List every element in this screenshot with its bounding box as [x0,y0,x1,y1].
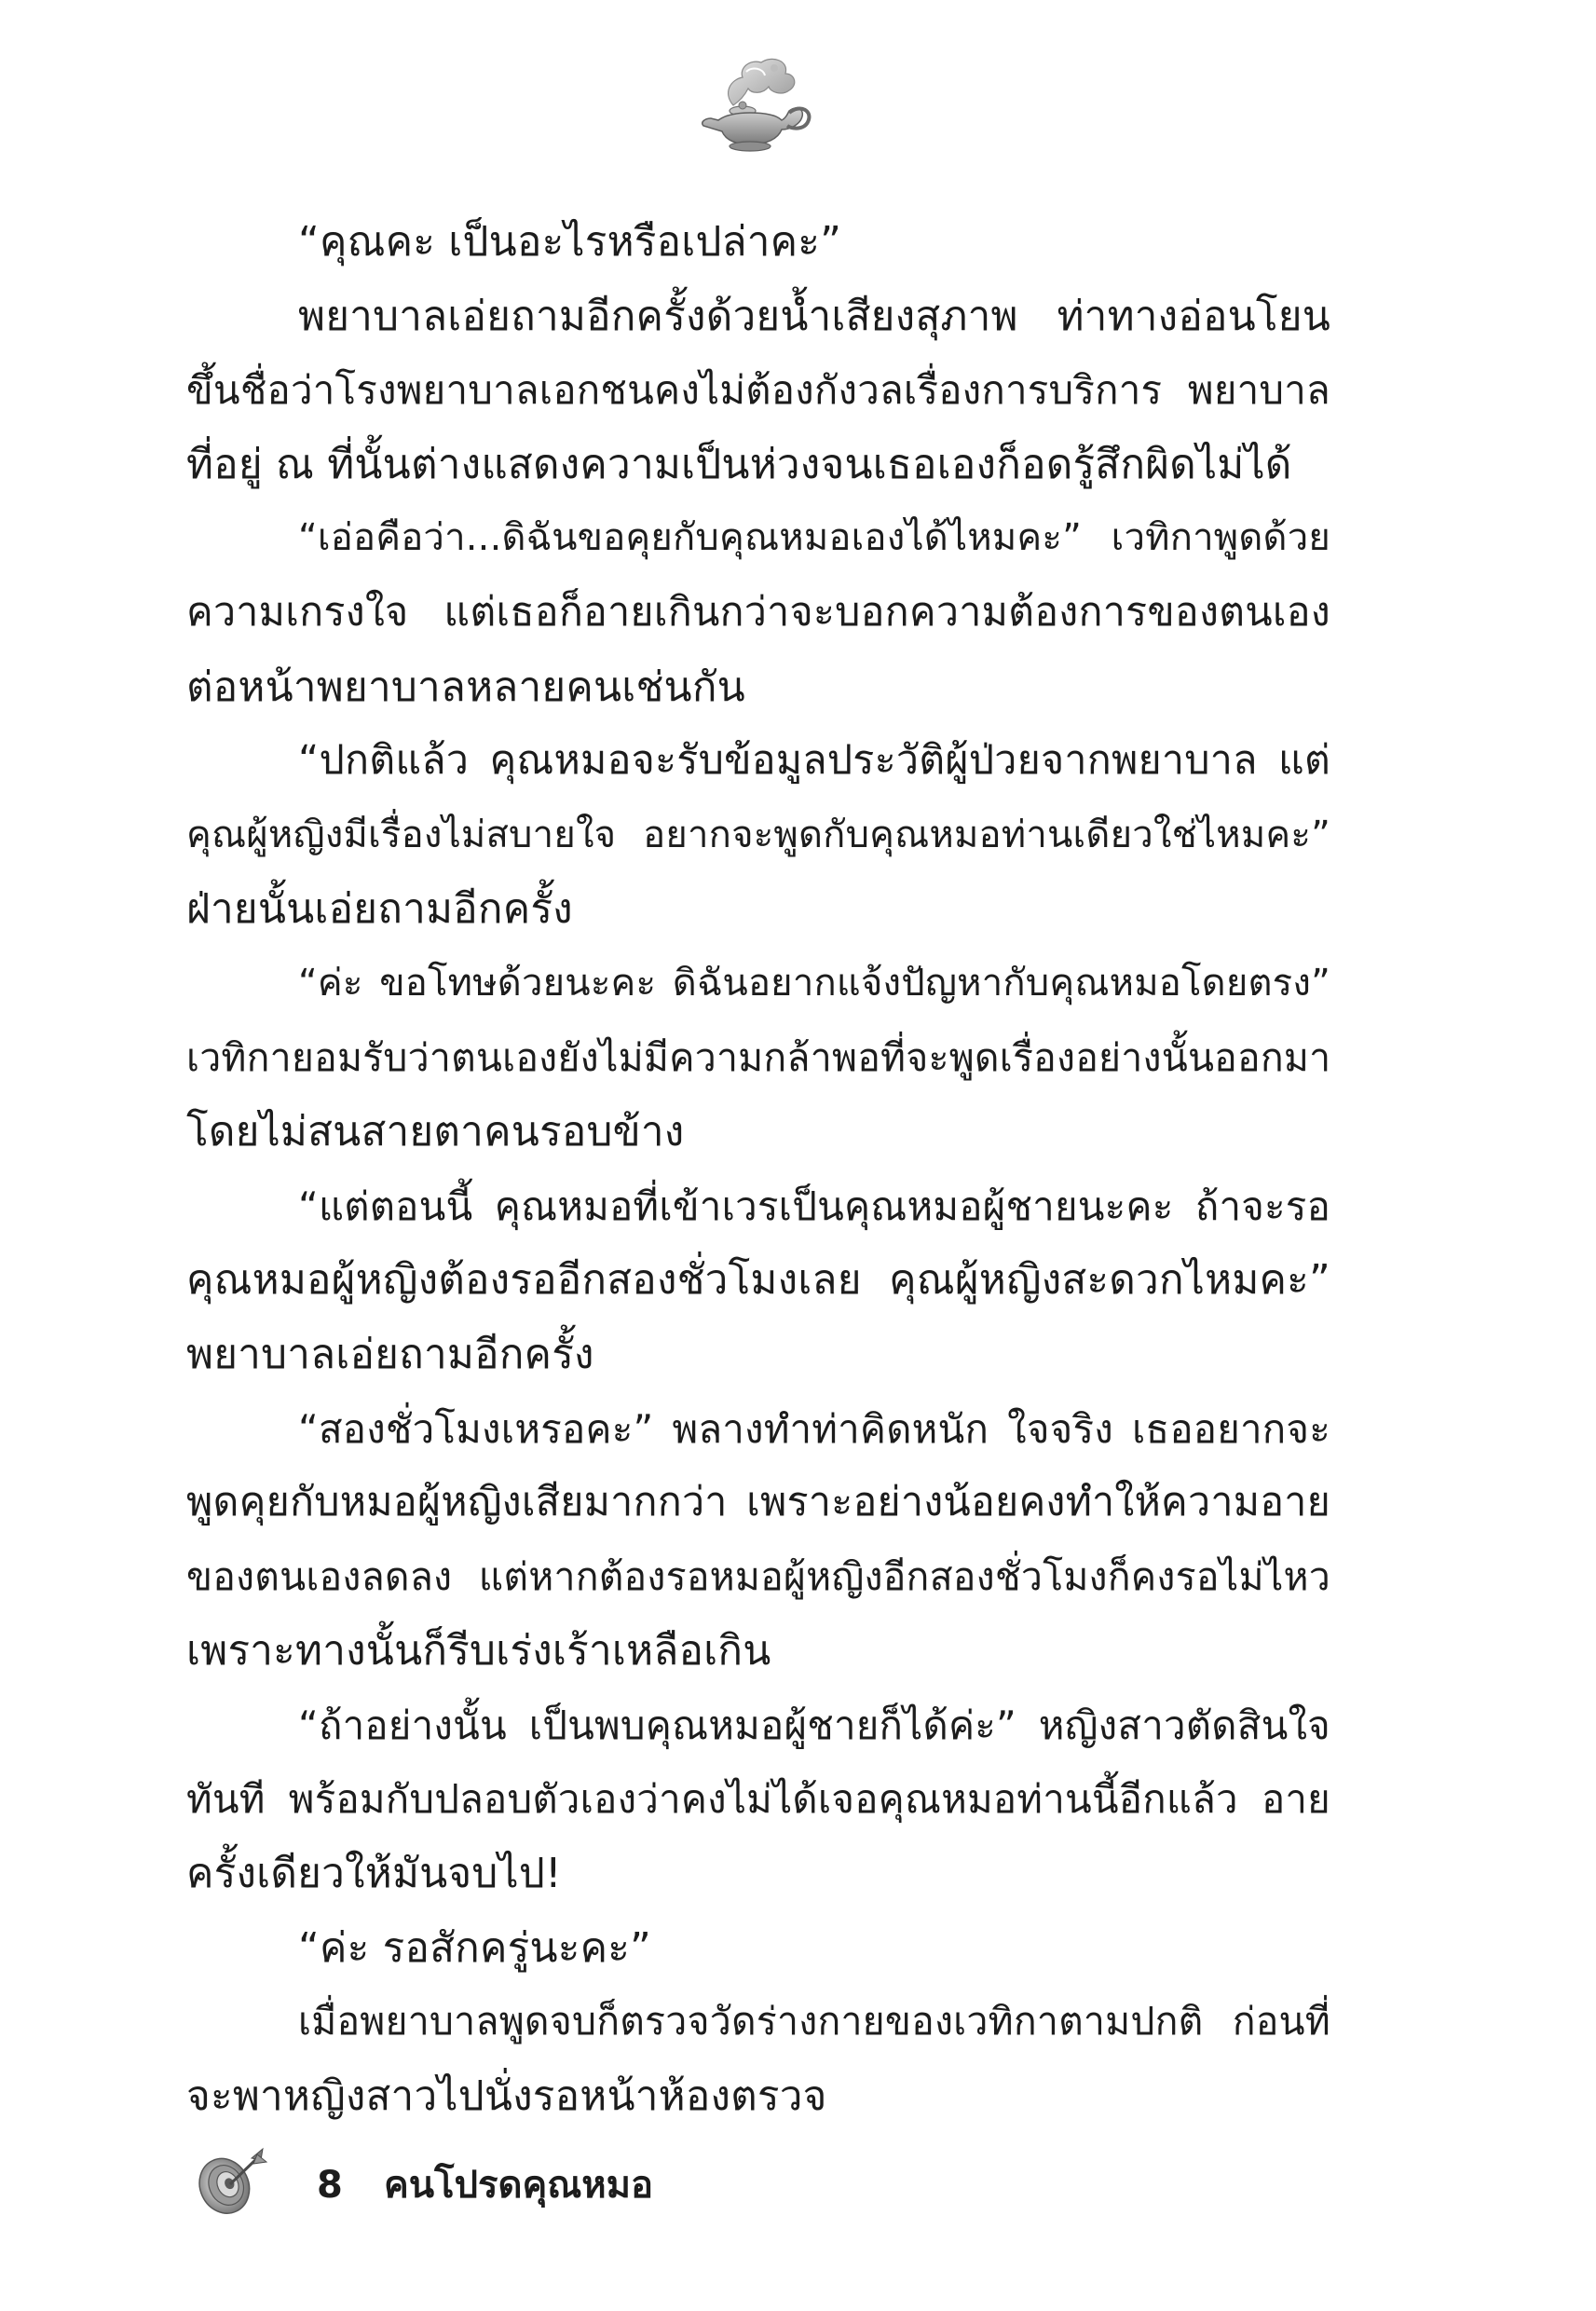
page-footer [186,2143,932,2218]
text-line: ขึ้นชื่อว่าโรงพยาบาลเอกชนคงไม่ต้องกังวลเรื่องการบริการ พยาบาล [186,367,1330,414]
text-line: ความเกรงใจ แต่เธอก็อายเกินกว่าจะบอกความต้องการของตนเอง [186,588,1330,636]
text-line: “คุณคะ เป็นอะไรหรือเปล่าคะ” [298,218,842,266]
text-line: “เอ่อคือว่า...ดิฉันขอคุยกับคุณหมอเองได้ไหมคะ” เวทิกาพูดด้วย [298,516,1330,560]
text-line: “ค่ะ ขอโทษด้วยนะคะ ดิฉันอยากแจ้งปัญหากับคุณหมอโดยตรง” [298,961,1330,1005]
text-line: ทันที พร้อมกับปลอบตัวเองว่าคงไม่ได้เจอคุณหมอท่านนี้อีกแล้ว อาย [186,1776,1330,1823]
text-line: เพราะทางนั้นก็รีบเร่งเร้าเหลือเกิน [186,1627,771,1675]
text-line: ที่อยู่ ณ ที่นั้นต่างแสดงความเป็นห่วงจนเธอเองก็อดรู้สึกผิดไม่ได้ [186,440,1292,488]
text-line: ต่อหน้าพยาบาลหลายคนเช่นกัน [186,663,745,711]
story-text [186,205,1330,2133]
page-number: 8 [317,2164,343,2207]
text-line: เวทิกายอมรับว่าตนเองยังไม่มีความกล้าพอที่จะพูดเรื่องอย่างนั้นออกมา [186,1034,1331,1080]
dartboard-icon [186,2143,270,2218]
genie-lamp-icon [685,51,825,154]
text-line: จะพาหญิงสาวไปนั่งรอหน้าห้องตรวจ [186,2072,827,2120]
text-line: เมื่อพยาบาลพูดจบก็ตรวจวัดร่างกายของเวทิกาตามปกติ ก่อนที่ [298,1999,1330,2044]
text-line: “แต่ตอนนี้ คุณหมอที่เข้าเวรเป็นคุณหมอผู้ชายนะคะ ถ้าจะรอ [298,1183,1330,1229]
book-title: คนโปรดคุณหมอ [384,2164,654,2207]
text-line: ฝ่ายนั้นเอ่ยถามอีกครั้ง [186,885,573,934]
text-line: คุณหมอผู้หญิงต้องรออีกสองชั่วโมงเลย คุณผู้หญิงสะดวกไหมคะ” [186,1256,1330,1305]
text-line: ครั้งเดียวให้มันจบไป! [186,1850,562,1898]
text-line: ของตนเองลดลง แต่หากต้องรอหมอผู้หญิงอีกสองชั่วโมงก็คงรอไม่ไหว [186,1553,1330,1599]
text-line: พยาบาลเอ่ยถามอีกครั้ง [186,1330,594,1378]
text-line: “ปกติแล้ว คุณหมอจะรับข้อมูลประวัติผู้ป่วยจากพยาบาล แต่ [298,737,1330,785]
text-line: “สองชั่วโมงเหรอคะ” พลางทำท่าคิดหนัก ใจจริง เธออยากจะ [298,1405,1330,1452]
text-line: “ถ้าอย่างนั้น เป็นพบคุณหมอผู้ชายก็ได้ค่ะ” หญิงสาวตัดสินใจ [298,1702,1330,1748]
text-line: โดยไม่สนสายตาคนรอบข้าง [186,1108,685,1156]
text-line: พูดคุยกับหมอผู้หญิงเสียมากกว่า เพราะอย่างน้อยคงทำให้ความอาย [186,1479,1330,1526]
text-line: คุณผู้หญิงมีเรื่องไม่สบายใจ อยากจะพูดกับคุณหมอท่านเดียวใช่ไหมคะ” [186,813,1330,856]
text-line: “ค่ะ รอสักครู่นะคะ” [298,1923,652,1972]
text-line: พยาบาลเอ่ยถามอีกครั้งด้วยน้ำเสียงสุภาพ ท่าทางอ่อนโยน [298,292,1330,340]
